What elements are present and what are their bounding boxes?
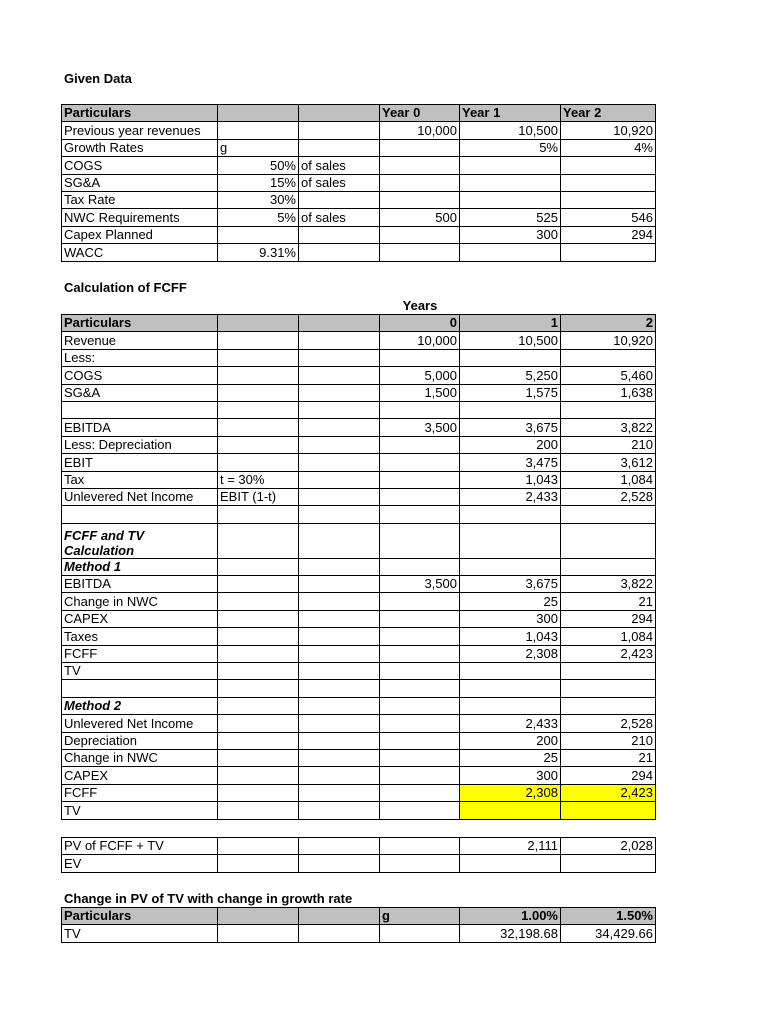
table-cell: SG&A [62,384,218,401]
table-row [62,749,656,766]
table-cell: Method 1 [62,558,218,575]
table-row [62,645,656,662]
table-cell: 3,822 [561,419,656,436]
table-cell [299,558,380,575]
table-cell: FCFF [62,645,218,662]
table-cell: 200 [460,436,561,453]
table-cell [299,802,380,819]
table-cell [299,349,380,366]
table-cell [299,454,380,471]
header-cell: Year 0 [380,105,460,122]
table-cell: EBITDA [62,576,218,593]
table-cell: of sales [299,209,380,226]
table-row [62,697,656,714]
table-cell [218,645,299,662]
table-cell [218,558,299,575]
ev-table [61,837,656,873]
table-cell [299,925,380,942]
table-cell: Capex Planned [62,226,218,243]
table-cell: WACC [62,244,218,261]
table-cell [299,855,380,872]
table-cell [218,749,299,766]
table-cell [299,576,380,593]
table-cell [218,802,299,819]
calc-fcff-heading: Calculation of FCFF [64,280,187,295]
table-cell: Growth Rates [62,139,218,156]
table-row [62,593,656,610]
table-cell [561,663,656,680]
table-cell [561,855,656,872]
table-cell [62,680,218,697]
header-cell: 0 [380,315,460,332]
table-row [62,454,656,471]
table-row [62,367,656,384]
table-cell: Method 2 [62,697,218,714]
table-cell: 525 [460,209,561,226]
table-cell [380,139,460,156]
header-cell: 2 [561,315,656,332]
table-cell: 1,084 [561,628,656,645]
table-cell: 2,111 [460,838,561,855]
table-cell: 1,084 [561,471,656,488]
table-cell [299,332,380,349]
table-cell: 21 [561,749,656,766]
table-row [62,122,656,139]
table-cell [380,645,460,662]
table-cell: 3,675 [460,576,561,593]
table-cell [299,384,380,401]
table-cell: 300 [460,767,561,784]
table-row [62,523,656,558]
table-row [62,332,656,349]
table-row [62,558,656,575]
table-cell [218,855,299,872]
table-row [62,838,656,855]
table-row [62,209,656,226]
table-cell [299,122,380,139]
table-cell [380,244,460,261]
table-cell: TV [62,663,218,680]
table-cell [218,349,299,366]
table-cell [299,628,380,645]
table-row [62,802,656,819]
table-cell [218,784,299,801]
header-row [62,315,656,332]
header-cell: 1.50% [561,908,656,925]
table-row [62,663,656,680]
table-cell: Depreciation [62,732,218,749]
table-cell [380,471,460,488]
table-cell [218,401,299,418]
table-cell [299,749,380,766]
table-cell: 4% [561,139,656,156]
table-cell: EBIT [62,454,218,471]
table-cell: COGS [62,157,218,174]
table-cell [460,157,561,174]
table-cell [299,488,380,505]
table-cell [218,384,299,401]
table-cell: 15% [218,174,299,191]
table-cell [460,523,561,558]
table-cell [299,697,380,714]
table-row [62,139,656,156]
table-cell: 2,433 [460,488,561,505]
table-cell [380,628,460,645]
table-cell: of sales [299,157,380,174]
table-cell [299,732,380,749]
header-cell: Particulars [62,908,218,925]
table-cell [299,593,380,610]
table-row [62,191,656,208]
table-cell [218,838,299,855]
table-cell: NWC Requirements [62,209,218,226]
table-cell [218,523,299,558]
table-cell: 1,500 [380,384,460,401]
table-cell [561,558,656,575]
table-cell: EBIT (1-t) [218,488,299,505]
table-cell: Tax [62,471,218,488]
fcff-table [61,314,656,820]
table-cell: 2,423 [561,645,656,662]
table-cell: 25 [460,749,561,766]
table-cell: CAPEX [62,610,218,627]
table-cell: 3,475 [460,454,561,471]
table-cell: 2,308 [460,784,561,801]
table-cell [380,925,460,942]
table-cell [218,697,299,714]
header-cell [299,105,380,122]
table-cell [380,784,460,801]
table-cell: 21 [561,593,656,610]
table-cell [299,367,380,384]
table-cell [380,454,460,471]
table-cell [299,767,380,784]
table-cell [380,191,460,208]
table-cell: 2,433 [460,715,561,732]
table-cell [218,593,299,610]
table-cell [299,715,380,732]
table-cell: SG&A [62,174,218,191]
table-cell: Tax Rate [62,191,218,208]
table-cell: Taxes [62,628,218,645]
table-cell: TV [62,802,218,819]
growth-table [61,907,656,943]
table-cell [561,401,656,418]
table-cell [380,838,460,855]
table-row [62,226,656,243]
table-cell [561,506,656,523]
table-cell [299,680,380,697]
table-row [62,855,656,872]
table-cell: 32,198.68 [460,925,561,942]
table-cell: 10,000 [380,122,460,139]
table-cell: 10,920 [561,122,656,139]
table-cell: t = 30% [218,471,299,488]
table-cell [561,157,656,174]
table-cell [460,855,561,872]
header-row [62,908,656,925]
table-cell: 3,822 [561,576,656,593]
table-cell: 5,250 [460,367,561,384]
table-cell [380,226,460,243]
table-cell: 2,028 [561,838,656,855]
table-cell [380,680,460,697]
table-cell [299,401,380,418]
table-row [62,384,656,401]
table-cell: 300 [460,610,561,627]
table-cell [62,401,218,418]
change-pv-heading: Change in PV of TV with change in growth rate [64,891,353,906]
table-cell: 300 [460,226,561,243]
table-cell: 294 [561,226,656,243]
table-cell: 30% [218,191,299,208]
table-cell: 10,500 [460,122,561,139]
table-cell: 5% [218,209,299,226]
table-row [62,401,656,418]
table-cell [218,122,299,139]
table-row [62,436,656,453]
table-cell [299,471,380,488]
table-cell: 5,000 [380,367,460,384]
table-cell [561,802,656,819]
table-cell [299,226,380,243]
table-cell [299,645,380,662]
table-cell: 25 [460,593,561,610]
table-cell [380,715,460,732]
table-cell: 3,612 [561,454,656,471]
table-cell: 1,638 [561,384,656,401]
table-cell [299,436,380,453]
years-label: Years [402,298,438,313]
table-row [62,349,656,366]
table-cell: EV [62,855,218,872]
table-row [62,419,656,436]
table-cell [380,663,460,680]
table-cell: Change in NWC [62,593,218,610]
header-cell [299,908,380,925]
table-cell [561,191,656,208]
table-cell [460,174,561,191]
table-cell [460,802,561,819]
table-row [62,506,656,523]
table-cell: g [218,139,299,156]
table-cell: 10,500 [460,332,561,349]
table-cell [218,680,299,697]
table-cell: Less: Depreciation [62,436,218,453]
table-cell [218,925,299,942]
table-cell [561,523,656,558]
table-cell [218,732,299,749]
header-cell: 1 [460,315,561,332]
table-cell [299,523,380,558]
header-cell: Year 2 [561,105,656,122]
table-cell: Less: [62,349,218,366]
table-cell [380,749,460,766]
given-data-table [61,104,656,262]
table-cell: 5,460 [561,367,656,384]
table-cell: FCFF [62,784,218,801]
table-cell: Change in NWC [62,749,218,766]
table-row [62,628,656,645]
table-cell [561,349,656,366]
table-row [62,925,656,942]
table-cell [299,191,380,208]
table-cell [460,680,561,697]
table-cell [299,506,380,523]
table-cell: 210 [561,436,656,453]
table-row [62,680,656,697]
table-cell [380,157,460,174]
table-cell [299,610,380,627]
table-cell: 5% [460,139,561,156]
table-cell: 546 [561,209,656,226]
table-cell: 10,920 [561,332,656,349]
table-cell [561,174,656,191]
table-cell: Unlevered Net Income [62,488,218,505]
table-cell [218,610,299,627]
table-cell [380,436,460,453]
table-cell: CAPEX [62,767,218,784]
table-cell: 3,675 [460,419,561,436]
table-cell [380,506,460,523]
table-cell [460,191,561,208]
table-cell [218,454,299,471]
table-row [62,174,656,191]
header-cell: 1.00% [460,908,561,925]
table-cell [380,697,460,714]
table-cell: 34,429.66 [561,925,656,942]
table-row [62,488,656,505]
table-row [62,767,656,784]
table-cell [460,558,561,575]
table-cell [380,558,460,575]
table-cell: 3,500 [380,419,460,436]
header-row [62,105,656,122]
header-cell [299,315,380,332]
table-cell [380,401,460,418]
table-cell [299,838,380,855]
table-cell [218,506,299,523]
table-cell: PV of FCFF + TV [62,838,218,855]
table-cell [561,680,656,697]
table-cell [561,697,656,714]
table-cell: TV [62,925,218,942]
table-cell [460,697,561,714]
table-cell: Revenue [62,332,218,349]
header-cell: Year 1 [460,105,561,122]
table-cell [460,506,561,523]
table-cell: 10,000 [380,332,460,349]
header-cell [218,908,299,925]
table-cell [299,419,380,436]
table-cell [380,767,460,784]
table-cell [460,663,561,680]
header-cell: g [380,908,460,925]
table-cell: 1,043 [460,628,561,645]
table-row [62,610,656,627]
table-cell [218,663,299,680]
table-cell: 9.31% [218,244,299,261]
table-cell [561,244,656,261]
table-cell [218,367,299,384]
table-cell [299,663,380,680]
table-cell [218,628,299,645]
table-cell [380,488,460,505]
table-row [62,784,656,801]
table-cell [62,506,218,523]
table-cell [218,715,299,732]
table-cell: 294 [561,767,656,784]
table-cell [380,855,460,872]
table-cell [218,767,299,784]
table-row [62,244,656,261]
table-cell [299,244,380,261]
table-cell: COGS [62,367,218,384]
table-cell [380,732,460,749]
table-cell: 2,423 [561,784,656,801]
table-cell: Unlevered Net Income [62,715,218,732]
table-row [62,732,656,749]
table-cell [380,523,460,558]
table-cell: 50% [218,157,299,174]
table-cell [380,174,460,191]
table-cell [218,332,299,349]
table-cell [299,139,380,156]
table-cell: 294 [561,610,656,627]
table-cell [380,802,460,819]
table-row [62,576,656,593]
table-cell: 3,500 [380,576,460,593]
table-cell [460,401,561,418]
table-cell [380,349,460,366]
table-cell: EBITDA [62,419,218,436]
header-cell [218,105,299,122]
table-row [62,157,656,174]
table-cell [380,610,460,627]
header-cell: Particulars [62,105,218,122]
table-cell: 1,043 [460,471,561,488]
table-row [62,715,656,732]
table-cell: 2,528 [561,488,656,505]
table-cell [218,226,299,243]
table-cell: 2,308 [460,645,561,662]
table-cell: 1,575 [460,384,561,401]
table-row [62,471,656,488]
table-cell: 2,528 [561,715,656,732]
table-cell [218,436,299,453]
table-cell [299,784,380,801]
header-cell: Particulars [62,315,218,332]
table-cell: FCFF and TV Calculation [62,523,218,558]
table-cell [218,576,299,593]
table-cell [460,244,561,261]
table-cell: of sales [299,174,380,191]
table-cell [218,419,299,436]
given-data-heading: Given Data [64,71,132,86]
table-cell: 200 [460,732,561,749]
header-cell [218,315,299,332]
table-cell: Previous year revenues [62,122,218,139]
table-cell: 210 [561,732,656,749]
table-cell [380,593,460,610]
table-cell: 500 [380,209,460,226]
table-cell [460,349,561,366]
